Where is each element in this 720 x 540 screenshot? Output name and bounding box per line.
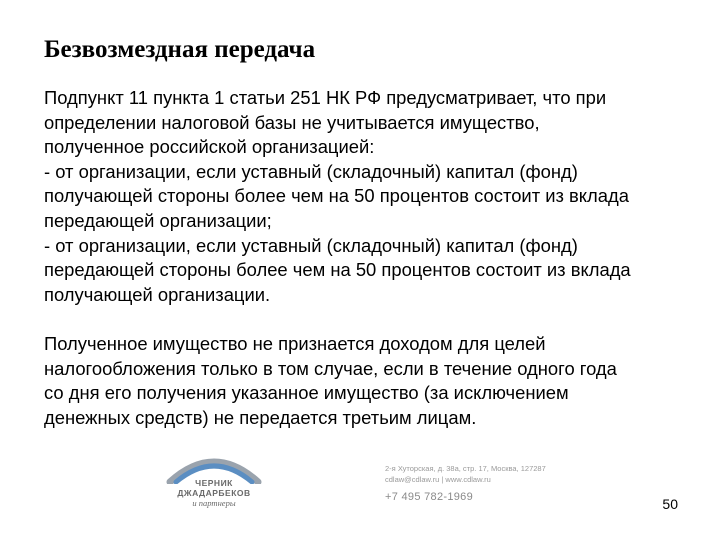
paragraph-1-line: получающей стороны более чем на 50 процентов состоит из вклада xyxy=(44,185,629,207)
paragraph-2-line: денежных средств) не передается третьим лицам. xyxy=(44,406,477,428)
contact-phone: +7 495 782-1969 xyxy=(385,491,473,503)
slide-title: Безвозмездная передача xyxy=(44,36,316,63)
contact-address: 2-я Хуторская, д. 38а, стр. 17, Москва, 127287 xyxy=(385,464,546,473)
paragraph-2-line: налогообложения только в том случае, если в течение одного года xyxy=(44,357,617,379)
page-number: 50 xyxy=(662,496,678,512)
paragraph-1-line: полученное российской организацией: xyxy=(44,136,375,158)
paragraph-2-line: Полученное имущество не признается доходом для целей xyxy=(44,332,546,354)
logo-text-line3: и партнеры xyxy=(192,498,236,508)
paragraph-2 xyxy=(44,332,714,430)
paragraph-1 xyxy=(44,86,714,307)
logo-text-line2: ДЖАДАРБЕКОВ xyxy=(177,488,251,498)
paragraph-gap xyxy=(44,307,714,332)
paragraph-1-line: получающей организации. xyxy=(44,283,271,305)
paragraph-2-line: со дня его получения указанное имущество (за исключением xyxy=(44,382,569,404)
contact-email-website: cdlaw@cdlaw.ru | www.cdlaw.ru xyxy=(385,475,491,484)
paragraph-1-line: Подпункт 11 пункта 1 статьи 251 НК РФ предусматривает, что при xyxy=(44,87,607,108)
paragraph-1-line: - от организации, если уставный (складочный) капитал (фонд) xyxy=(44,160,578,182)
paragraph-1-line: определении налоговой базы не учитывается имущество, xyxy=(44,111,540,133)
slide-footer xyxy=(0,440,720,540)
logo-text-line1: ЧЕРНИК xyxy=(195,478,233,488)
paragraph-1-line: передающей организации; xyxy=(44,209,272,231)
paragraph-1-line: передающей стороны более чем на 50 процентов состоит из вклада xyxy=(44,259,631,281)
contact-info xyxy=(385,463,546,506)
paragraph-1-line: - от организации, если уставный (складочный) капитал (фонд) xyxy=(44,234,578,256)
slide-body xyxy=(44,86,714,430)
company-logo xyxy=(164,448,264,538)
